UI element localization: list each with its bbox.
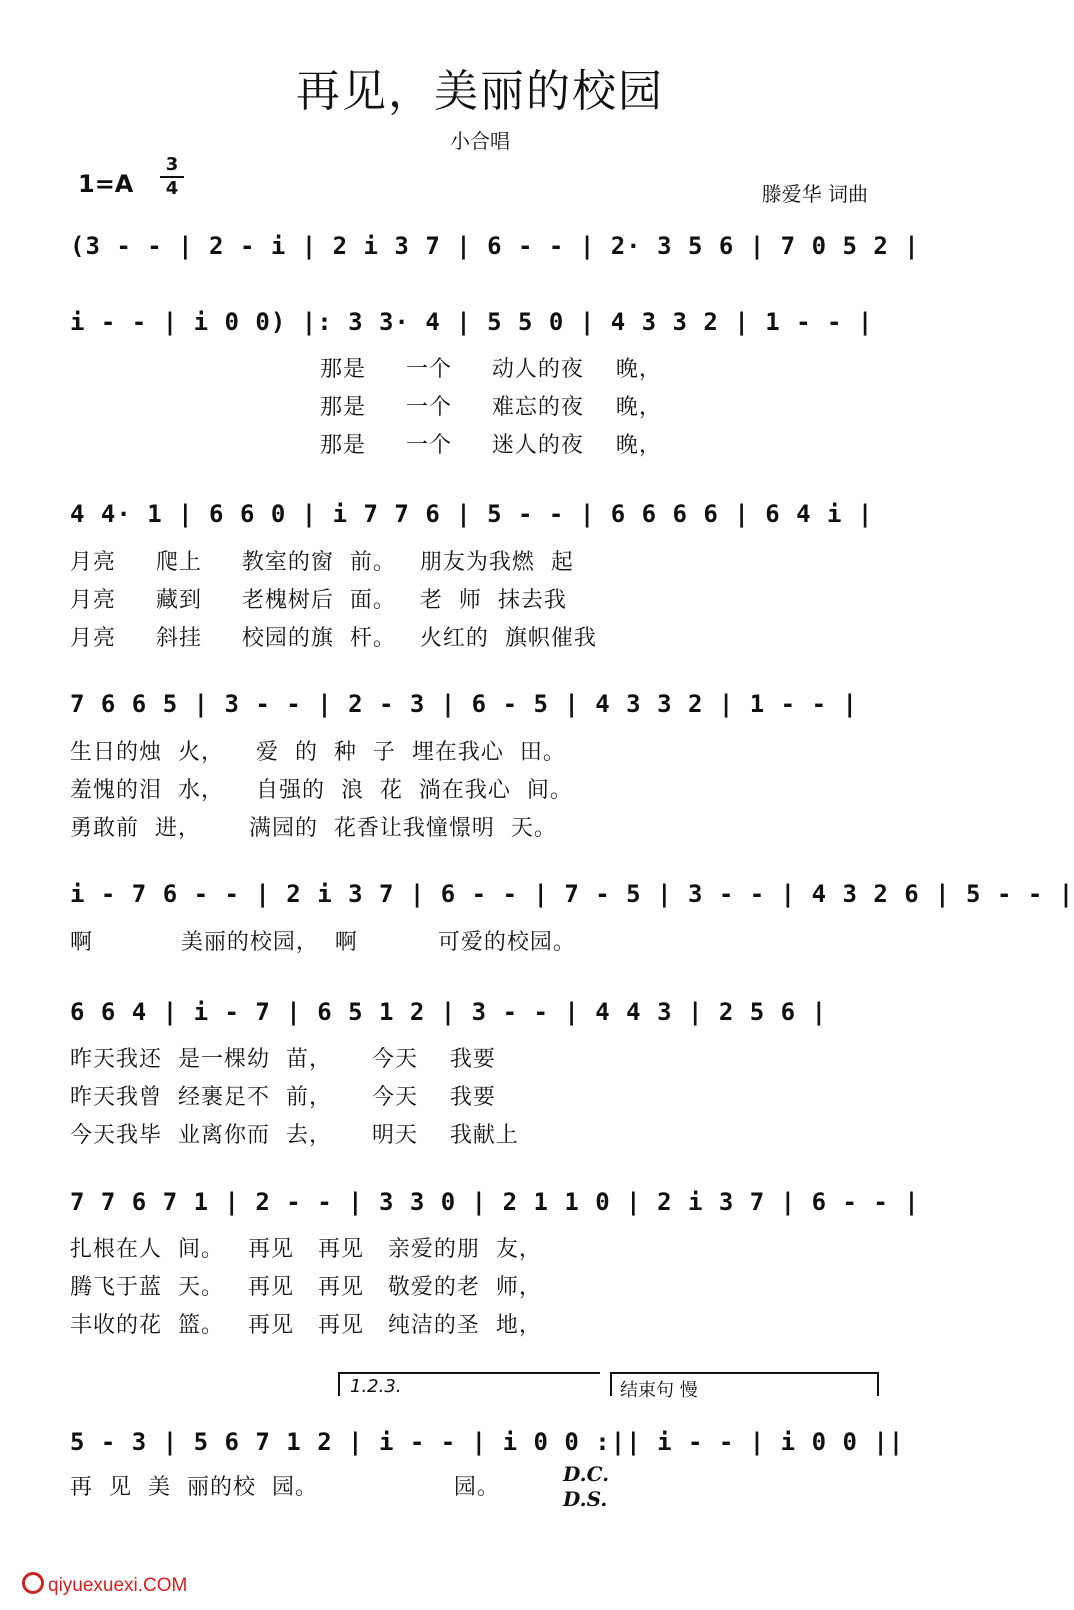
watermark [22, 1572, 187, 1597]
lyric-line: 生日的烛 火， 爱 的 种 子 埋在我心 田。 [70, 740, 566, 765]
logo-icon [22, 1572, 44, 1594]
notes-line: 7 7 6 7 1 | 2 - - | 3 3 0 | 2 1 1 0 | 2 i 3 7 | 6 - - | [70, 1188, 920, 1216]
lyric-line: 羞愧的泪 水， 自强的 浪 花 淌在我心 间。 [70, 778, 573, 803]
lyric-line: 月亮 爬上 教室的窗 前。 朋友为我燃 起 [70, 550, 574, 575]
ds-mark: D.S. [563, 1487, 608, 1511]
lyric-line: 那是 一个 难忘的夜 晚， [320, 395, 662, 420]
song-subtitle: 小合唱 [450, 129, 510, 153]
notes-line: i - - | i 0 0) |: 3 3· 4 | 5 5 0 | 4 3 3 2 | 1 - - | [70, 308, 874, 336]
lyric-line: 月亮 斜挂 校园的旗 杆。 火红的 旗帜催我 [70, 626, 597, 651]
song-title: 再见，美丽的校园 [296, 66, 664, 117]
lyric-line: 腾飞于蓝 天。 再见 再见 敬爱的老 师， [70, 1275, 542, 1300]
ending-label-1: 1.2.3. [350, 1376, 402, 1397]
notes-line: 5 - 3 | 5 6 7 1 2 | i - - | i 0 0 :|| i - - | i 0 0 || [70, 1428, 905, 1456]
dc-mark: D.C. [563, 1462, 610, 1486]
lyric-line: 今天我毕 业离你而 去， 明天 我献上 [70, 1123, 519, 1148]
notes-line: i - 7 6 - - | 2 i 3 7 | 6 - - | 7 - 5 | 3 - - | 4 3 2 6 | 5 - - | [70, 880, 1074, 908]
lyric-line: 扎根在人 间。 再见 再见 亲爱的朋 友， [70, 1237, 542, 1262]
time-signature [160, 155, 184, 199]
lyric-line: 丰收的花 篮。 再见 再见 纯洁的圣 地， [70, 1313, 542, 1338]
lyric-line: 月亮 藏到 老槐树后 面。 老 师 抹去我 [70, 588, 567, 613]
lyric-line: 勇敢前 进， 满园的 花香让我憧憬明 天。 [70, 816, 557, 841]
ending-label-final: 结束句 慢 [620, 1380, 698, 1401]
lyric-line: 啊 美丽的校园， 啊 可爱的校园。 [70, 930, 576, 955]
lyric-line: 再 见 美 丽的校 园。 园。 [70, 1475, 500, 1500]
time-top: 3 [165, 154, 179, 175]
author-credit: 滕爱华 词曲 [761, 182, 868, 206]
notes-line: 6 6 4 | i - 7 | 6 5 1 2 | 3 - - | 4 4 3 | 2 5 6 | [70, 998, 828, 1026]
lyric-line: 那是 一个 动人的夜 晚， [320, 357, 662, 382]
notes-line: 4 4· 1 | 6 6 0 | i 7 7 6 | 5 - - | 6 6 6 6 | 6 4 i | [70, 500, 874, 528]
lyric-line: 昨天我曾 经裹足不 前， 今天 我要 [70, 1085, 496, 1110]
lyric-line: 昨天我还 是一棵幼 苗， 今天 我要 [70, 1047, 496, 1072]
notes-line: 7 6 6 5 | 3 - - | 2 - 3 | 6 - 5 | 4 3 3 2 | 1 - - | [70, 690, 858, 718]
key-signature: 1=A [78, 170, 134, 198]
watermark-text: qiyuexuexi.COM [48, 1575, 188, 1596]
notes-line: (3 - - | 2 - i | 2 i 3 7 | 6 - - | 2· 3 5 6 | 7 0 5 2 | [70, 232, 920, 260]
lyric-line: 那是 一个 迷人的夜 晚， [320, 433, 662, 458]
time-bottom: 4 [165, 178, 179, 199]
